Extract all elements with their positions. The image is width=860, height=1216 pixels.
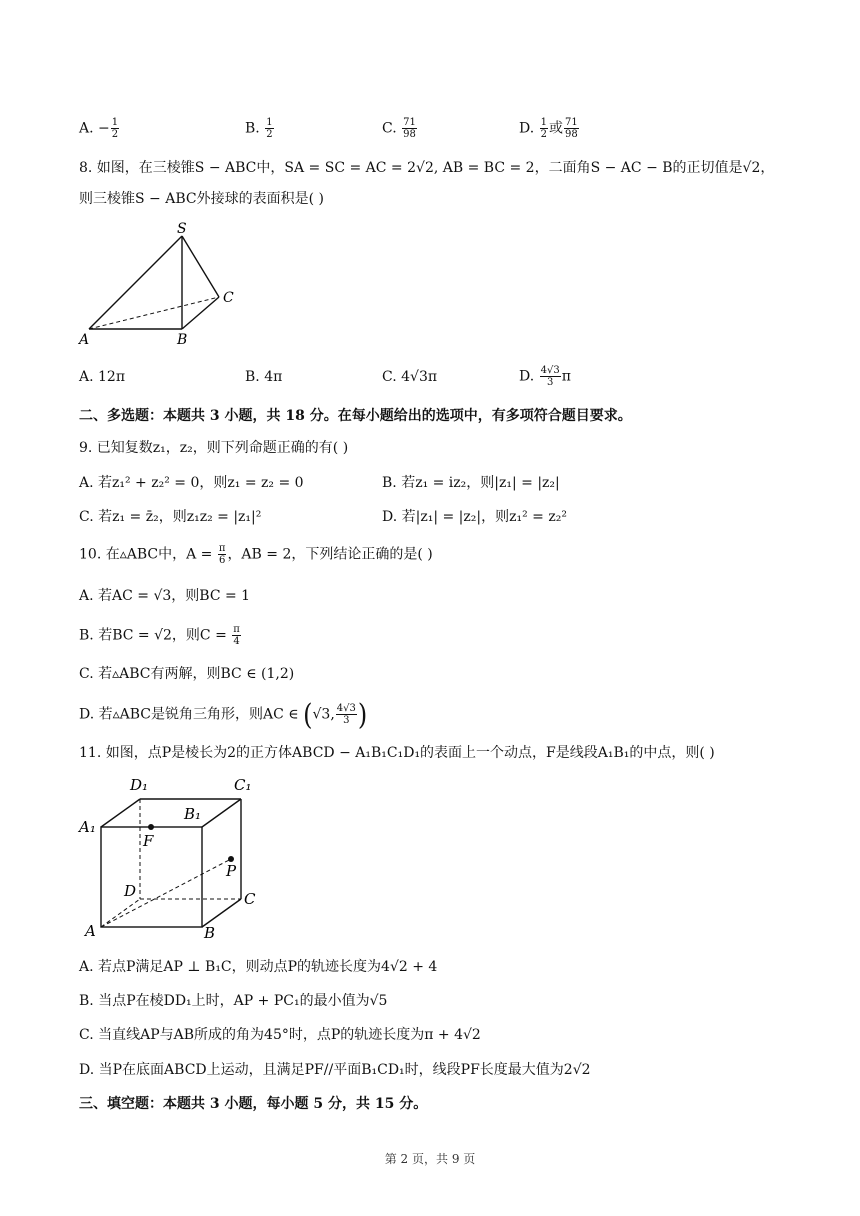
- q7-option-b: B. $\frac{1}{2}$: [245, 117, 273, 140]
- q7-option-a: A. − $\frac{1}{2}$: [79, 117, 119, 140]
- label-S: S: [177, 221, 187, 237]
- q8-option-a: A. 12π: [79, 369, 126, 385]
- label-B: B: [177, 332, 188, 348]
- q11-option-a: A. 若点P满足AP ⊥ B₁C，则动点P的轨迹长度为4√2 + 4: [79, 959, 438, 975]
- edge-SC: [182, 236, 219, 297]
- segment-AP-hidden: [101, 859, 231, 927]
- edge-A1D1: [101, 799, 140, 827]
- label-A1: A₁: [79, 818, 96, 836]
- q11-option-c: C. 当直线AP与AB所成的角为45°时，点P的轨迹长度为π + 4√2: [79, 1027, 481, 1043]
- q10-option-b: B. 若BC = √2，则C = $\frac{\pi}{4}$: [79, 624, 240, 647]
- q8-option-c: C. 4√3π: [382, 369, 438, 385]
- q9-option-c: C. 若z₁ = z̄₂，则z₁z₂ = |z₁|²: [79, 509, 262, 525]
- q11-option-d: D. 当P在底面ABCD上运动，且满足PF//平面B₁CD₁时，线段PF长度最大值为2√2: [79, 1062, 591, 1078]
- label-B: B: [204, 924, 216, 942]
- label-P: P: [226, 862, 237, 880]
- q10-option-c: C. 若▵ABC有两解，则BC ∈ (1,2): [79, 666, 295, 682]
- q9-stem: 9. 已知复数z₁，z₂，则下列命题正确的有( ): [79, 440, 349, 456]
- label-C1: C₁: [234, 776, 252, 794]
- edge-AD-hidden: [101, 899, 140, 927]
- q7-option-d: D. $\frac{1}{2}$ 或 $\frac{71}{98}$: [519, 117, 578, 140]
- label-D: D: [124, 882, 137, 900]
- edge-SA: [89, 236, 182, 329]
- page-footer: 第 2 页，共 9 页: [384, 1152, 476, 1166]
- q7-option-c: C. $\frac{71}{98}$: [382, 117, 416, 140]
- q11-stem: 11. 如图，点P是棱长为2的正方体ABCD − A₁B₁C₁D₁的表面上一个动点，F是线段A₁B₁的中点，则( ): [79, 745, 715, 761]
- q11-cube-figure: [76, 772, 266, 944]
- q10-stem: 10. 在▵ABC中，A = $\frac{\pi}{6}$ ，AB = 2，下列结论正确的是( ): [79, 543, 433, 566]
- q9-option-d: D. 若|z₁| = |z₂|，则z₁² = z₂²: [382, 509, 567, 525]
- q9-option-b: B. 若z₁ = iz₂，则|z₁| = |z₂|: [382, 475, 560, 491]
- q8-option-d: D. $\frac{4√3}{3}$ π: [519, 365, 571, 388]
- label-B1: B₁: [184, 805, 202, 823]
- q9-option-a: A. 若z₁² + z₂² = 0，则z₁ = z₂ = 0: [79, 475, 304, 491]
- section2-title: 二、多选题：本题共 3 小题，共 18 分。在每小题给出的选项中，有多项符合题目要求。: [79, 408, 632, 424]
- edge-B1C1: [202, 799, 241, 827]
- q10-option-a: A. 若AC = √3，则BC = 1: [79, 588, 251, 604]
- label-D1: D₁: [130, 776, 149, 794]
- label-A: A: [79, 332, 90, 348]
- q8-stem-line1: 8. 如图，在三棱锥S − ABC中，SA = SC = AC = 2√2, AB = BC = 2，二面角S − AC − B的正切值是√2，: [79, 160, 775, 176]
- point-F: [148, 824, 154, 830]
- q8-option-b: B. 4π: [245, 369, 283, 385]
- edge-BC: [202, 899, 241, 927]
- section3-title: 三、填空题：本题共 3 小题，每小题 5 分，共 15 分。: [79, 1096, 428, 1112]
- q8-pyramid-figure: [76, 218, 246, 348]
- q10-option-d: D. 若▵ABC是锐角三角形，则AC ∈ (√3, $\frac{4√3}{3}$ ): [79, 697, 368, 732]
- q11-option-b: B. 当点P在棱DD₁上时，AP + PC₁的最小值为√5: [79, 993, 388, 1009]
- label-C: C: [223, 290, 234, 306]
- label-F: F: [143, 832, 154, 850]
- label-A: A: [85, 922, 96, 940]
- label-C: C: [244, 890, 256, 908]
- q8-stem-line2: 则三棱锥S − ABC外接球的表面积是( ): [79, 191, 324, 207]
